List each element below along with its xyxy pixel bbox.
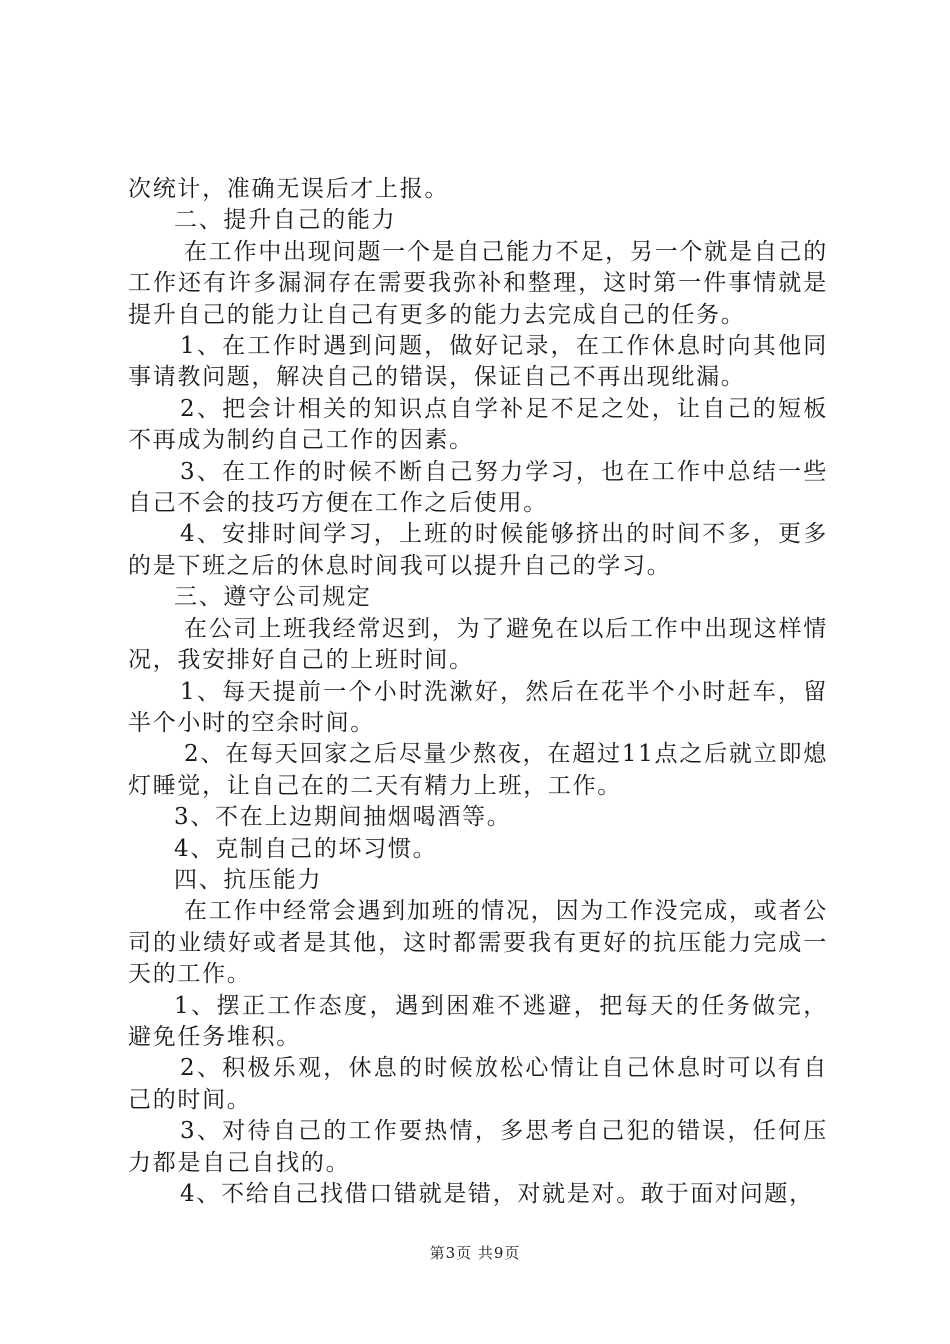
list-item: 3、对待自己的工作要热情，多思考自己犯的错误，任何压力都是自己自找的。 xyxy=(128,1118,828,1176)
section-heading: 二、提升自己的能力 xyxy=(174,207,397,234)
list-item: 1、每天提前一个小时洗漱好，然后在花半个小时赶车，留半个小时的空余时间。 xyxy=(128,678,828,736)
paragraph: 次统计，准确无误后才上报。 xyxy=(128,176,450,202)
list-item: 4、安排时间学习，上班的时候能够挤出的时间不多，更多的是下班之后的休息时间我可以提升自己的学习。 xyxy=(128,521,828,579)
list-item: 2、把会计相关的知识点自学补足不足之处，让自己的短板不再成为制约自己工作的因素。 xyxy=(128,395,828,454)
list-item: 2、积极乐观，休息的时候放松心情让自己休息时可以有自己的时间。 xyxy=(128,1055,828,1113)
list-item: 4、克制自己的坏习惯。 xyxy=(174,835,438,862)
list-item: 1、摆正工作态度，遇到困难不逃避，把每天的任务做完，避免任务堆积。 xyxy=(128,992,828,1050)
paragraph: 在工作中出现问题一个是自己能力不足，另一个就是自己的工作还有许多漏洞存在需要我弥补和整理，这时第一件事情就是提升自己的能力让自己有更多的能力去完成自己的任务。 xyxy=(128,238,828,328)
list-item: 3、不在上边期间抽烟喝酒等。 xyxy=(174,804,512,831)
paragraph: 在工作中经常会遇到加班的情况，因为工作没完成，或者公司的业绩好或者是其他，这时都需要我有更好的抗压能力完成一天的工作。 xyxy=(128,898,828,988)
page-number-footer: 第3页 共9页 xyxy=(429,1244,521,1262)
body-text xyxy=(128,174,828,1210)
list-item: 2、在每天回家之后尽量少熬夜，在超过11点之后就立即熄灯睡觉，让自己在的二天有精力上班，工作。 xyxy=(128,741,828,799)
list-item: 4、不给自己找借口错就是错，对就是对。敢于面对问题， xyxy=(180,1181,814,1207)
section-heading: 四、抗压能力 xyxy=(174,866,323,893)
list-item: 3、在工作的时候不断自己努力学习，也在工作中总结一些自己不会的技巧方便在工作之后使用。 xyxy=(128,458,828,517)
paragraph: 在公司上班我经常迟到，为了避免在以后工作中出现这样情况，我安排好自己的上班时间。 xyxy=(128,615,828,674)
list-item: 1、在工作时遇到问题，做好记录，在工作休息时向其他同事请教问题，解决自己的错误，保证自己不再出现纰漏。 xyxy=(128,333,828,391)
section-heading: 三、遵守公司规定 xyxy=(174,584,372,611)
